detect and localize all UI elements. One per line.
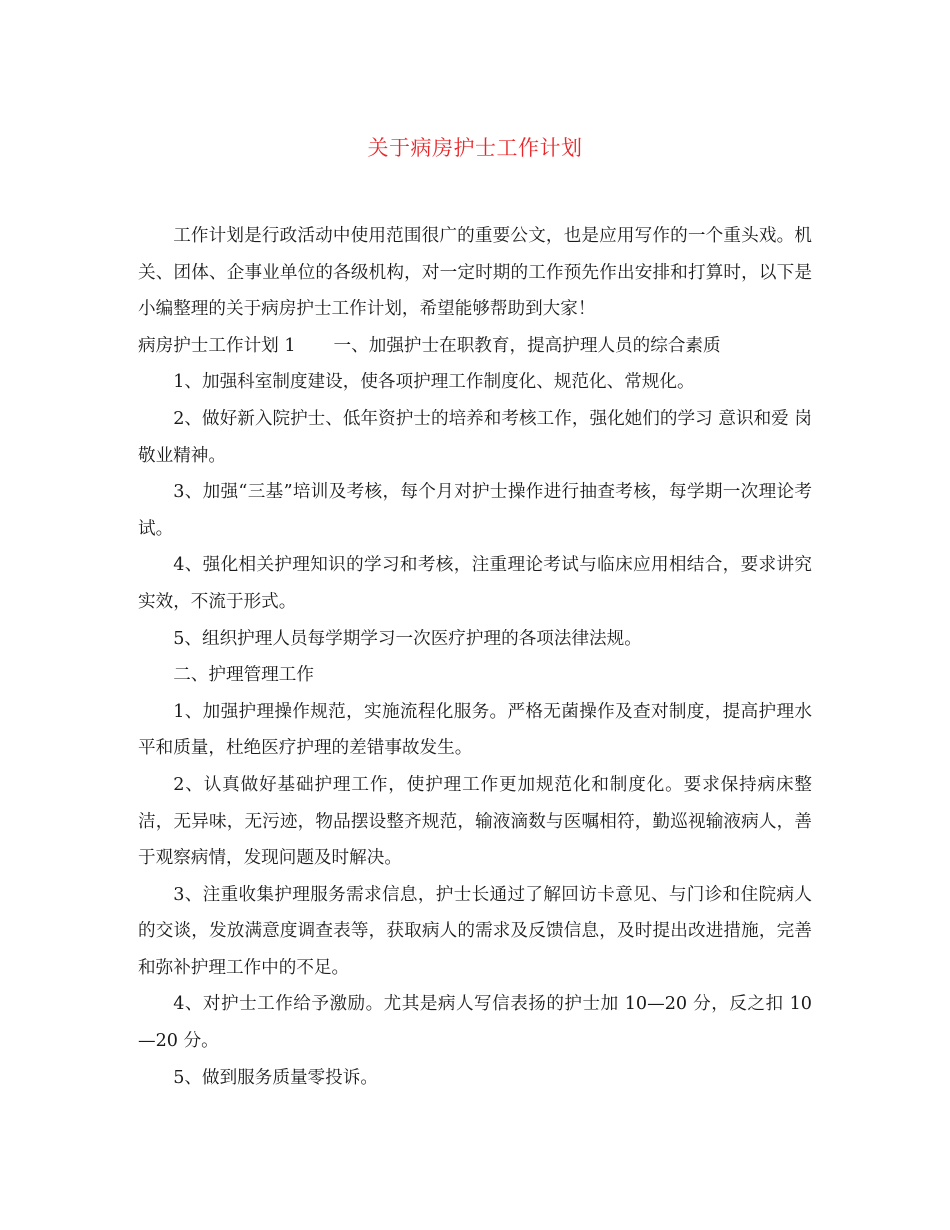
section2-heading: 二、护理管理工作 [173,665,314,686]
section2-item: 3、注重收集护理服务需求信息，护士长通过了解回访卡意见、与门诊和住院病人的交谈，发放满意度调查表等，获取病人的需求及反馈信息，及时提出改进措施，完善和弥补护理工作中的不足。 [138,884,812,978]
section1-item: 3、加强“三基”培训及考核，每个月对护士操作进行抽查考核，每学期一次理论考试。 [138,482,812,539]
section2-item: 2、认真做好基础护理工作，使护理工作更加规范化和制度化。要求保持病床整洁，无异味，无污迹，物品摆设整齐规范，输液滴数与医嘱相符，勤巡视输液病人，善于观察病情，发现问题及时解决。 [138,774,812,869]
section1-item: 5、组织护理人员每学期学习一次医疗护理的各项法律法规。 [173,628,642,649]
section1-item: 2、做好新入院护士、低年资护士的培养和考核工作，强化她们的学习 意识和爱 岗敬业精神。 [138,408,812,466]
intro-paragraph: 工作计划是行政活动中使用范围很广的重要公文，也是应用写作的一个重头戏。机关、团体、企事业单位的各级机构，对一定时期的工作预先作出安排和打算时，以下是小编整理的关于病房护士工作计划，希望能够帮助到大家！ [138,226,812,320]
document-body [138,218,812,1096]
section2-item: 5、做到服务质量零投诉。 [173,1067,378,1088]
section2-item: 4、对护士工作给予激励。尤其是病人写信表扬的护士加 10—20 分，反之扣 10—20 分。 [138,994,812,1052]
plan-label: 病房护士工作计划 1 [138,335,296,356]
plan-heading-line [138,328,812,365]
section2-item: 1、加强护理操作规范，实施流程化服务。严格无菌操作及查对制度，提高护理水平和质量，杜绝医疗护理的差错事故发生。 [138,701,812,759]
document-title: 关于病房护士工作计划 [367,136,583,160]
section1-heading: 一、加强护士在职教育，提高护理人员的综合素质 [333,335,721,356]
section1-item: 1、加强科室制度建设，使各项护理工作制度化、规范化、常规化。 [173,372,695,393]
section1-item: 4、强化相关护理知识的学习和考核，注重理论考试与临床应用相结合，要求讲究实效，不流于形式。 [138,555,812,612]
